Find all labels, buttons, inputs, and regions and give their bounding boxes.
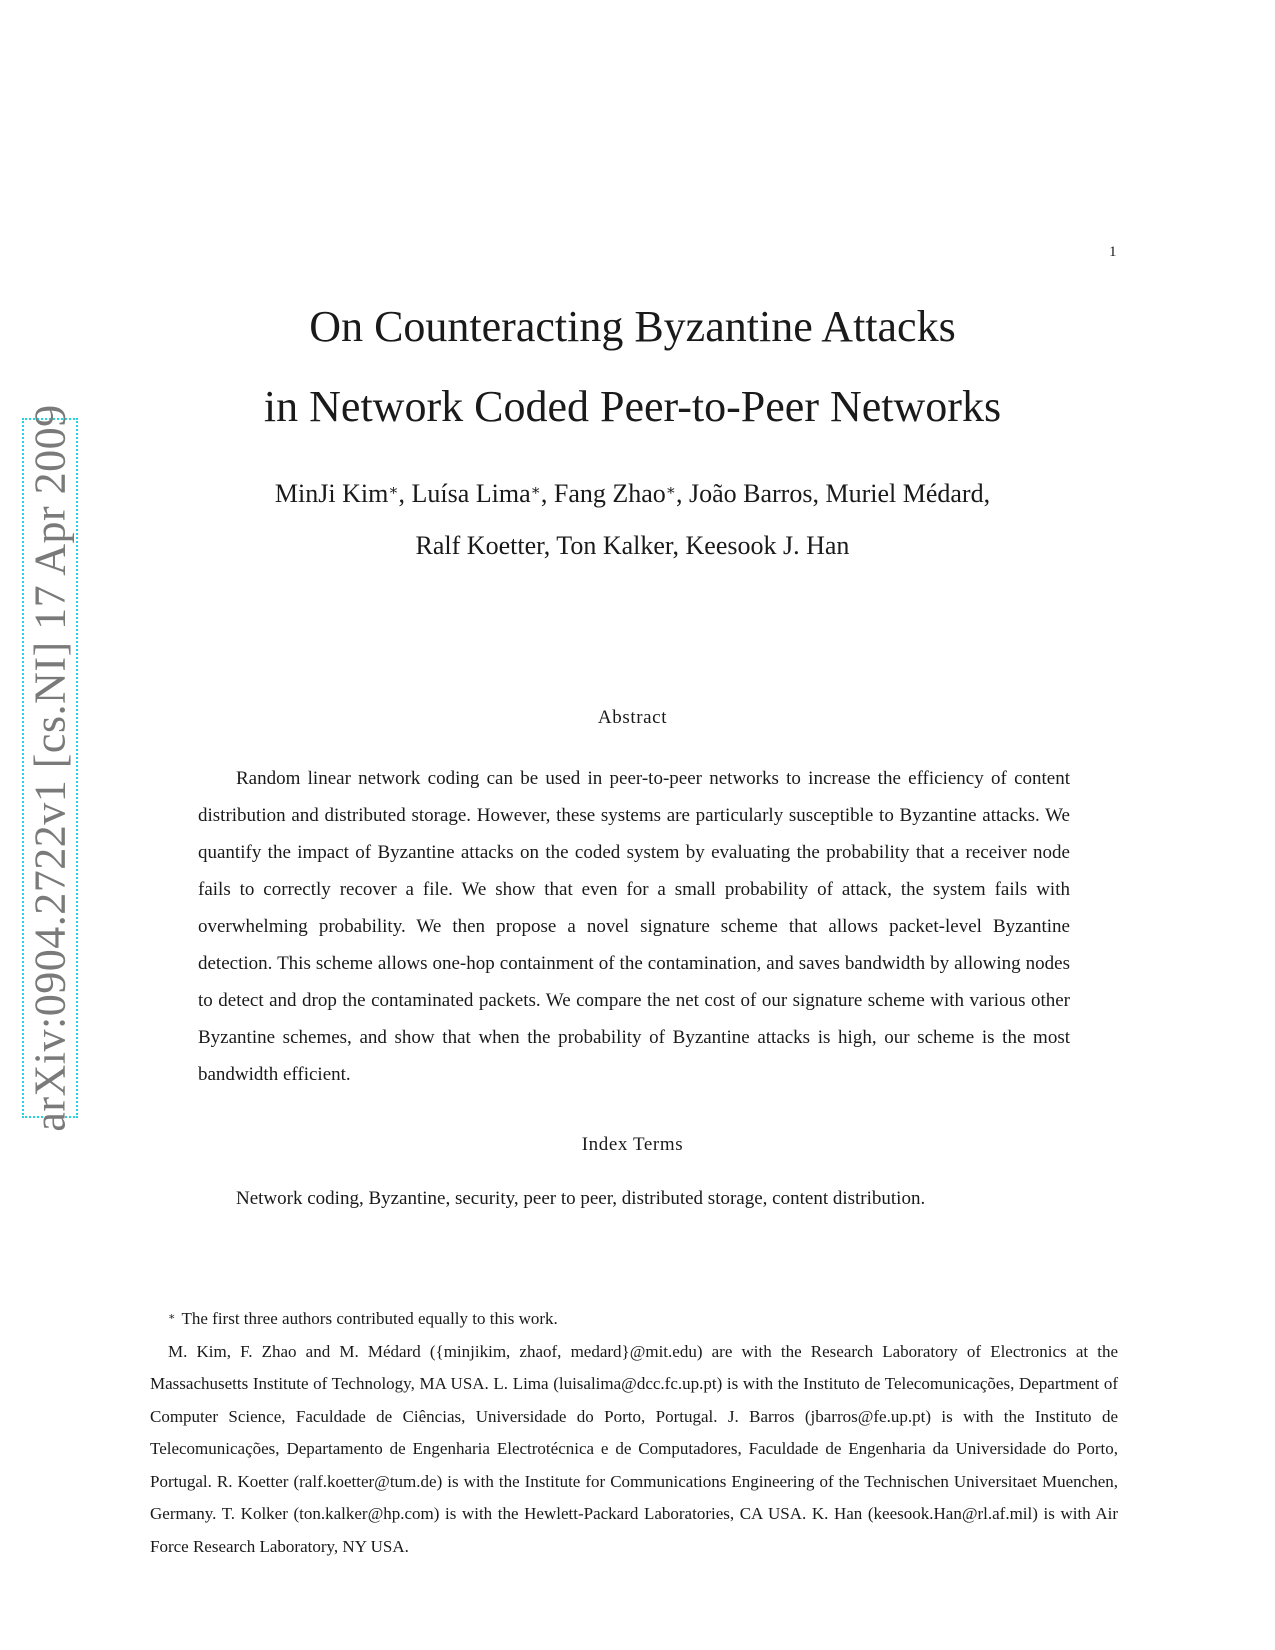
equal-contribution-mark: ∗	[665, 483, 676, 499]
title-line-1: On Counteracting Byzantine Attacks	[309, 302, 956, 351]
index-terms-body: Network coding, Byzantine, security, peer to peer, distributed storage, content distribution.	[236, 1188, 926, 1209]
page-number: 1	[1109, 244, 1117, 260]
separator: ,	[675, 479, 689, 508]
index-terms-heading: Index Terms	[581, 1134, 684, 1155]
abstract-body	[198, 760, 1070, 1093]
footnote-affiliations: M. Kim, F. Zhao and M. Médard ({minjikim, zhaof, medard}@mit.edu) are with the Research Laboratory of Electronics at the Massachusetts Institute of Technology, MA USA. L. Lima (luisalima@dcc.fc.up.pt) is with the Instituto de Telecomunicações, Department of Computer Science, Faculdade de Ciências, Universidade do Porto, Portugal. J. Barros (jbarros@fe.up.pt) is with the Instituto de Telecomunicações, Departamento de Engenharia Electrotécnica e de Computadores, Faculdade de Engenharia da Universidade do Porto, Portugal. R. Koetter (ralf.koetter@tum.de) is with the Institute for Communications Engineering of the Technischen Universitaet Muenchen, Germany. T. Kolker (ton.kalker@hp.com) is with the Hewlett-Packard Laboratories, CA USA. K. Han (keesook.Han@rl.af.mil) is with Air Force Research Laboratory, NY USA.	[150, 1341, 1118, 1556]
author-name: Fang Zhao	[553, 479, 666, 508]
author-name: João Barros	[688, 479, 813, 508]
author-line-1	[0, 468, 1265, 520]
footnote-equal-contribution	[150, 1303, 1118, 1336]
paper-title	[0, 287, 1265, 447]
abstract-heading: Abstract	[597, 707, 668, 728]
author-list	[0, 468, 1265, 572]
equal-contribution-mark: ∗	[530, 483, 541, 499]
separator: ,	[983, 479, 991, 508]
separator: ,	[398, 479, 412, 508]
author-name: MinJi Kim	[274, 479, 389, 508]
abstract-paragraph: Random linear network coding can be used in peer-to-peer networks to increase the efficiency of content distribution and distributed storage. However, these systems are particularly susceptible to Byzantine attacks. We quantify the impact of Byzantine attacks on the coded system by evaluating the probability that a receiver node fails to correctly recover a file. We show that even for a small probability of attack, the system fails with overwhelming probability. We then propose a novel signature scheme that allows packet-level Byzantine detection. This scheme allows one-hop containment of the contamination, and saves bandwidth by allowing nodes to detect and drop the contaminated packets. We compare the net cost of our signature scheme with various other Byzantine schemes, and show that when the probability of Byzantine attacks is high, our scheme is the most bandwidth efficient.	[198, 768, 1070, 1085]
title-line-2: in Network Coded Peer-to-Peer Networks	[263, 382, 1002, 431]
equal-contribution-mark: ∗	[388, 483, 399, 499]
footnote-text: The first three authors contributed equally to this work.	[181, 1309, 558, 1328]
separator: ,	[540, 479, 554, 508]
separator: ,	[812, 479, 826, 508]
arxiv-identifier-text: arXiv:0904.2722v1 [cs.NI] 17 Apr 2009	[25, 404, 75, 1132]
author-name: Muriel Médard	[825, 479, 984, 508]
footnotes	[150, 1303, 1118, 1563]
author-name: Luísa Lima	[411, 479, 531, 508]
footnote-star-mark: ∗	[168, 1311, 176, 1323]
author-line-2: Ralf Koetter, Ton Kalker, Keesook J. Han	[415, 531, 850, 560]
